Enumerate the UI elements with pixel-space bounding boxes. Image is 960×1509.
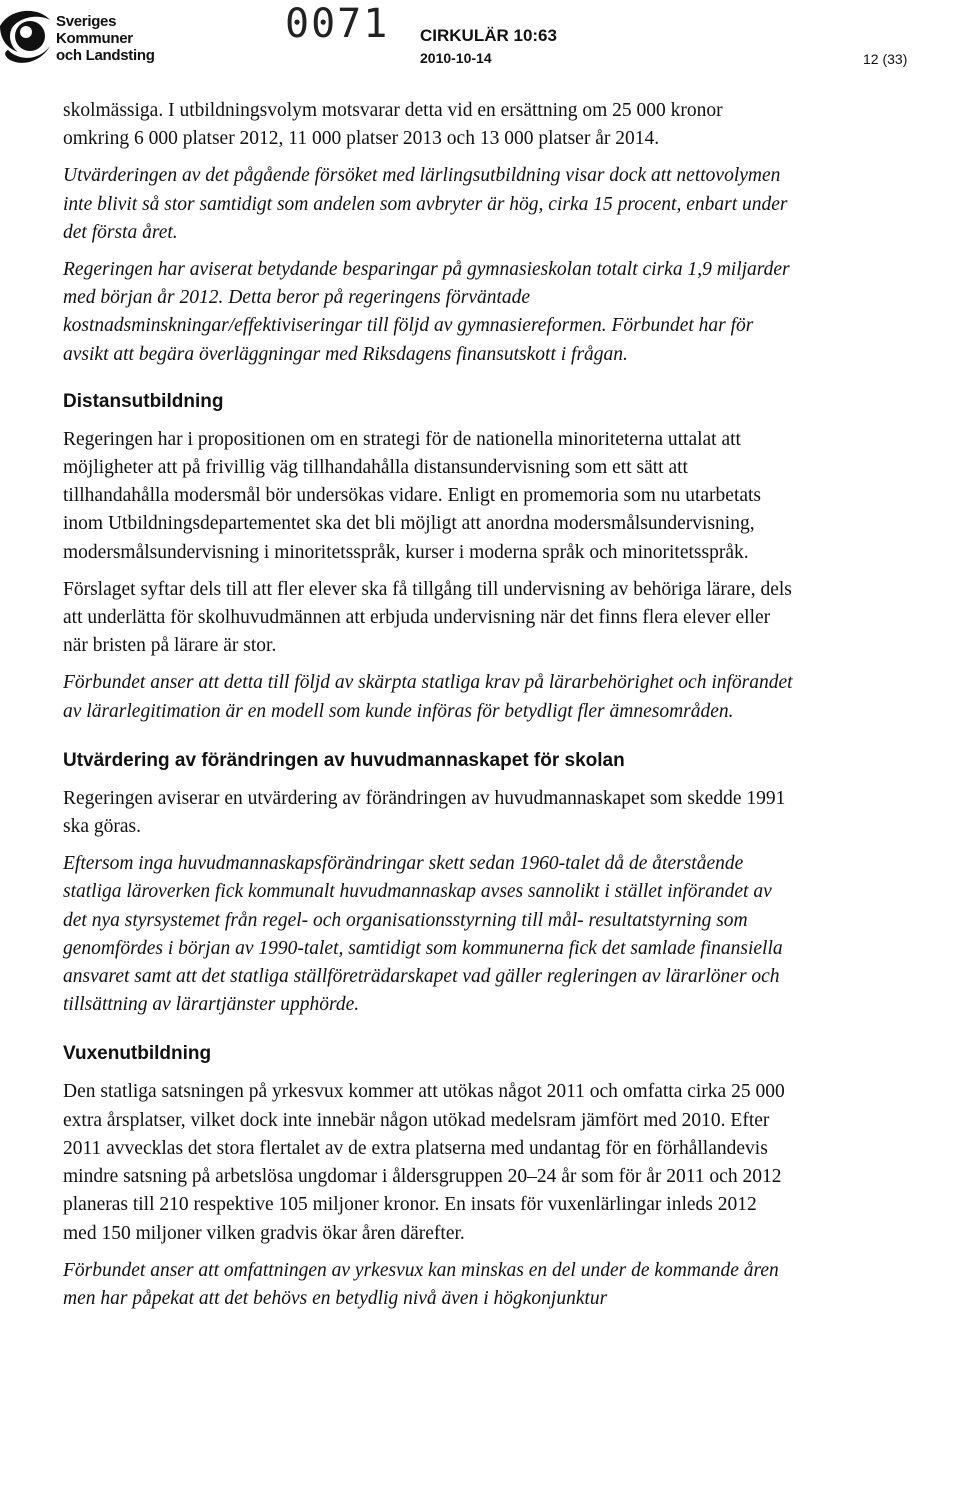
paragraph: skolmässiga. I utbildningsvolym motsvarar detta vid en ersättning om 25 000 kronor omkring 6 000 platser 2012, 11 000 platser 2013 och 13 000 platser år 2014. (63, 100, 723, 150)
skl-logo-icon (0, 6, 52, 68)
paragraph: Den statliga satsningen på yrkesvux kommer att utökas något 2011 och omfatta cirka 25 000 extra årsplatser, vilket dock inte innebär någon utökad medelsram jämfört med 2010. Efter 2011 avvecklas det stora flertalet av de extra platserna med undantag för en förhållandevis mindre satsning på arbetslösa ungdomar i åldersgruppen 20–24 år som för år 2011 och 2012 planeras till 210 respektive 105 miljoner kronor. En insats för vuxenlärlingar inleds 2012 med 150 miljoner vilken gradvis ökar åren därefter. (63, 1081, 785, 1244)
paragraph: Regeringen aviserar en utvärdering av förändringen av huvudmannaskapet som skedde 1991 ska göras. (63, 787, 786, 838)
paragraph: Förslaget syftar dels till att fler elever ska få tillgång till undervisning av behöriga lärare, dels att underlätta för skolhuvudmännen att erbjuda undervisning när det finns flera elever eller när bristen på lärare är stor. (63, 578, 792, 657)
archive-stamp: 0071 (285, 1, 390, 47)
section-heading-distansutbildning: Distansutbildning (63, 390, 224, 412)
paragraph: Regeringen har i propositionen om en strategi för de nationella minoriteterna uttalat att möjligheter att på frivillig väg tillhandahålla distansundervisning som ett sätt att tillhandahålla modersmål bör undersökas vidare. Enligt en promemoria som nu utarbetats inom Utbildningsdepartementet ska det bli möjligt att anordna modersmålsundervisning, modersmålsundervisning i minoritetsspråk, kurser i moderna språk och minoritetsspråk. (63, 428, 762, 563)
comment-paragraph: Förbundet anser att omfattningen av yrkesvux kan minskas en del under de kommande åren men har påpekat att det behövs en betydlig nivå även i högkonjunktur (63, 1259, 779, 1309)
organization-name: Sveriges Kommuner och Landsting (56, 13, 155, 64)
section-heading-utvardering: Utvärdering av förändringen av huvudmannaskapet för skolan (63, 749, 625, 771)
page-header (0, 0, 960, 80)
document-body (63, 97, 793, 1322)
comment-paragraph: Utvärderingen av det pågående försöket med lärlingsutbildning visar dock att nettovolymen inte blivit så stor samtidigt som andelen som avbryter är hög, cirka 15 procent, enbart under det första året. (63, 165, 788, 243)
section-heading-vuxenutbildning: Vuxenutbildning (63, 1043, 212, 1065)
circular-date: 2010-10-14 (420, 50, 492, 66)
comment-paragraph: Eftersom inga huvudmannaskapsförändringar skett sedan 1960-talet då de återstående statliga läroverken fick kommunalt huvudmannaskap avses sannolikt i stället införandet av det nya styrsystemet från regel- och organisationsstyrning till mål- resultatstyrning som genomfördes i början av 1990-talet, samtidigt som kommunerna fick det samlade finansiella ansvaret samt att det statliga ställföreträdarskapet vad gäller regleringen av lärarlöner och tillsättning av lärartjänster upphörde. (63, 853, 783, 1016)
comment-paragraph: Förbundet anser att detta till följd av skärpta statliga krav på lärarbehörighet och införandet av lärarlegitimation är en modell som kunde införas för betydligt fler ämnesområden. (63, 672, 793, 722)
page-number: 12 (33) (863, 51, 908, 67)
comment-paragraph: Regeringen har aviserat betydande besparingar på gymnasieskolan totalt cirka 1,9 miljarder med början år 2012. Detta beror på regeringens förväntade kostnadsminskningar/effektiviseringar till följd av gymnasiereformen. Förbundet har för avsikt att begära överläggningar med Riksdagens finansutskott i frågan. (63, 259, 790, 365)
circular-number: CIRKULÄR 10:63 (420, 26, 557, 45)
